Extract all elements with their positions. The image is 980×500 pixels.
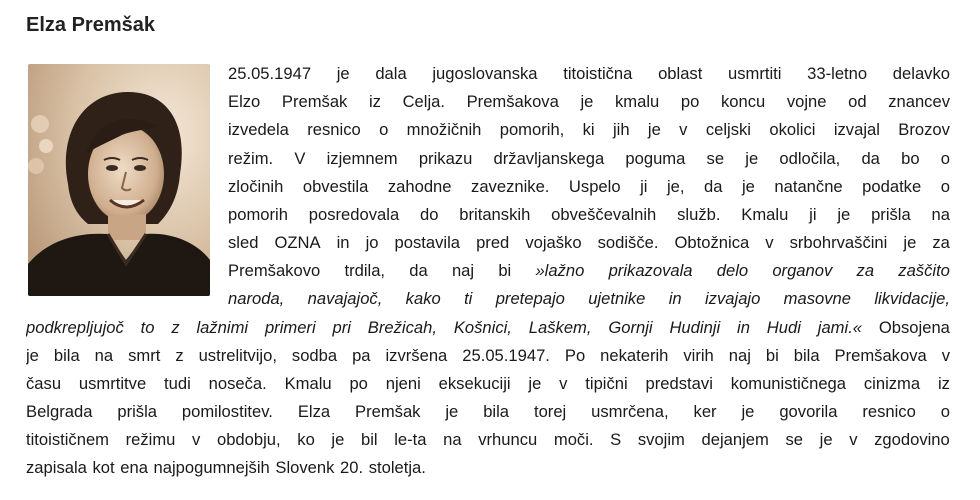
word: na xyxy=(94,346,114,365)
word: se xyxy=(785,430,804,449)
word: odločila, xyxy=(779,149,841,168)
word: prikazovala xyxy=(608,261,693,280)
word: obdobju, xyxy=(216,430,281,449)
paragraph-line xyxy=(228,259,950,283)
word: Brežicah, xyxy=(367,318,437,337)
word: za xyxy=(856,261,875,280)
word: je xyxy=(528,374,542,393)
word: sled xyxy=(228,233,259,252)
word: pa xyxy=(352,346,371,365)
word: ji xyxy=(809,205,817,224)
word: to xyxy=(140,318,155,337)
word: zgodovino xyxy=(874,430,950,449)
word: trdila, xyxy=(344,261,386,280)
word: za xyxy=(932,233,950,252)
word: Premšakovo xyxy=(228,261,321,280)
word: virih xyxy=(683,346,714,365)
word: ujetnike xyxy=(588,289,646,308)
paragraph-line xyxy=(26,372,950,396)
word: času xyxy=(26,374,62,393)
word: komunističnega xyxy=(730,374,847,393)
word: bila xyxy=(793,346,820,365)
word: pomilostitev. xyxy=(181,402,273,421)
word: izvršena xyxy=(385,346,448,365)
paragraph-line xyxy=(228,231,950,255)
word: z xyxy=(175,346,184,365)
word: izvajal xyxy=(833,120,880,139)
word: naj xyxy=(451,261,475,280)
word: na xyxy=(443,430,462,449)
word: cinizma xyxy=(863,374,921,393)
word: koncu xyxy=(720,92,766,111)
word: izvajajo xyxy=(705,289,761,308)
word: Celja. xyxy=(402,92,445,111)
word: Premšakova xyxy=(466,92,559,111)
word: kmalu xyxy=(614,92,660,111)
word: množičnih xyxy=(406,120,482,139)
word: da xyxy=(861,149,880,168)
word: sodišče. xyxy=(597,233,659,252)
word: bil xyxy=(360,430,378,449)
word: likvidacije, xyxy=(874,289,950,308)
word: je xyxy=(903,233,917,252)
paragraph-line xyxy=(26,316,950,340)
word: bi xyxy=(765,346,779,365)
word: prikazu xyxy=(418,149,473,168)
word: le-ta xyxy=(394,430,427,449)
word: je xyxy=(580,92,594,111)
word: Laškem, xyxy=(528,318,592,337)
word: postavila xyxy=(394,233,461,252)
word: Kmalu xyxy=(284,374,332,393)
word: podkrepljujoč xyxy=(26,318,124,337)
word: zahodne xyxy=(387,177,452,196)
word: je xyxy=(445,402,459,421)
word: dala xyxy=(375,64,407,83)
word: Po xyxy=(564,346,586,365)
word: Brozov xyxy=(898,120,950,139)
paragraph-line xyxy=(228,175,950,199)
word: v xyxy=(192,430,201,449)
word: jo xyxy=(365,233,379,252)
word: vrhuncu xyxy=(478,430,538,449)
word: je xyxy=(336,64,350,83)
word: primeri xyxy=(264,318,316,337)
word: usmrčena, xyxy=(591,402,669,421)
word: Hudi xyxy=(766,318,801,337)
word: Kmalu xyxy=(741,205,789,224)
word: podatke xyxy=(862,177,922,196)
word: izvedela xyxy=(228,120,289,139)
word: ustrelitvijo, xyxy=(198,346,277,365)
word: o xyxy=(379,120,389,139)
word: ti xyxy=(464,289,473,308)
word: bila xyxy=(53,346,80,365)
word: služb. xyxy=(677,205,721,224)
word: Premšak xyxy=(281,92,348,111)
paragraph-line xyxy=(26,400,950,424)
word: eksekuciji xyxy=(438,374,511,393)
word: jami.« xyxy=(817,318,863,337)
word: usmrtitve xyxy=(78,374,147,393)
word: posredovala xyxy=(308,205,400,224)
word: titoističnem xyxy=(26,430,109,449)
paragraph-line xyxy=(26,344,950,368)
word: na xyxy=(931,205,950,224)
word: o xyxy=(940,402,950,421)
word: naj xyxy=(728,346,751,365)
word: prišla xyxy=(871,205,911,224)
word: režim. xyxy=(228,149,274,168)
word: noseča. xyxy=(208,374,267,393)
word: Premšak xyxy=(355,402,421,421)
word: z xyxy=(171,318,180,337)
word: moči. xyxy=(553,430,594,449)
word: je xyxy=(647,120,661,139)
word: ki xyxy=(582,120,595,139)
word: Gornji xyxy=(608,318,653,337)
paragraph-line xyxy=(26,428,950,452)
word: britanskih xyxy=(459,205,531,224)
word: OZNA xyxy=(274,233,321,252)
word: je, xyxy=(666,177,685,196)
word: torej xyxy=(533,402,567,421)
word: oblast xyxy=(658,64,703,83)
word: resnico xyxy=(862,402,916,421)
word: Premšakova xyxy=(834,346,927,365)
word: predstavi xyxy=(645,374,713,393)
word: 25.05.1947 xyxy=(228,64,312,83)
word: S xyxy=(610,430,622,449)
word: v xyxy=(849,430,858,449)
word: jih xyxy=(612,120,630,139)
word: Uspelo xyxy=(568,177,621,196)
word: Elza xyxy=(297,402,331,421)
word: in xyxy=(668,289,682,308)
word: v xyxy=(765,233,774,252)
word: v xyxy=(941,346,950,365)
paragraph-line xyxy=(228,90,950,114)
word: dejanjem xyxy=(701,430,769,449)
word: Elzo xyxy=(228,92,261,111)
word: je xyxy=(745,149,759,168)
word: »lažno xyxy=(535,261,585,280)
word: organov xyxy=(772,261,833,280)
word: njeni xyxy=(385,374,421,393)
word: je xyxy=(837,205,851,224)
word: delavko xyxy=(892,64,950,83)
word: se xyxy=(706,149,725,168)
paragraph-line xyxy=(228,62,950,86)
word: kako xyxy=(405,289,441,308)
word: masovne xyxy=(783,289,852,308)
word: Košnici, xyxy=(453,318,512,337)
word: in xyxy=(336,233,350,252)
word: režimu xyxy=(125,430,176,449)
word: v xyxy=(559,374,568,393)
word: o xyxy=(940,149,950,168)
word: 25.05.1947. xyxy=(462,346,550,365)
word: o xyxy=(940,177,950,196)
word: zaščito xyxy=(898,261,950,280)
word: znancev xyxy=(888,92,950,111)
word: in xyxy=(737,318,750,337)
word: ker xyxy=(693,402,717,421)
word: obveščevalnih xyxy=(551,205,657,224)
word: jugoslovanska xyxy=(432,64,538,83)
document-title: Elza Premšak xyxy=(26,14,155,36)
portrait-photo-icon xyxy=(28,64,210,296)
word: svojim xyxy=(637,430,685,449)
word: da xyxy=(703,177,723,196)
word: iz xyxy=(937,374,950,393)
word: nekaterih xyxy=(600,346,669,365)
paragraph-line xyxy=(228,118,950,142)
word: vojne xyxy=(786,92,827,111)
word: lažnimi xyxy=(196,318,249,337)
word: natančne xyxy=(774,177,843,196)
paragraph-line xyxy=(26,456,950,480)
word: bila xyxy=(483,402,510,421)
word: okolici xyxy=(769,120,816,139)
word: tipični xyxy=(585,374,628,393)
word: iz xyxy=(368,92,381,111)
word: govorila xyxy=(779,402,838,421)
word: navajajoč, xyxy=(307,289,383,308)
paragraph-line xyxy=(228,287,950,311)
word: 33-letno xyxy=(807,64,868,83)
word: resnico xyxy=(307,120,361,139)
word: Obtožnica xyxy=(674,233,750,252)
word: obvestila xyxy=(302,177,369,196)
word: smrt xyxy=(128,346,161,365)
word: po xyxy=(680,92,700,111)
word: srbohrvaščini xyxy=(789,233,888,252)
word: ko xyxy=(297,430,315,449)
word: je xyxy=(819,430,833,449)
word: je xyxy=(26,346,39,365)
word: bi xyxy=(498,261,512,280)
word: usmrtiti xyxy=(728,64,782,83)
word: Obsojena xyxy=(878,318,950,337)
word: od xyxy=(848,92,867,111)
word: je xyxy=(741,402,755,421)
word: Belgrada xyxy=(26,402,93,421)
word: pomorih, xyxy=(499,120,565,139)
word: izjemnem xyxy=(326,149,398,168)
word: titoistična xyxy=(563,64,633,83)
word: naroda, xyxy=(228,289,285,308)
paragraph-line xyxy=(228,147,950,171)
word: po xyxy=(349,374,368,393)
paragraph-line-text: zapisala kot ena najpogumnejših Slovenk 20. stoletja. xyxy=(26,458,426,477)
word: tudi xyxy=(164,374,191,393)
word: do xyxy=(420,205,439,224)
word: zločinih xyxy=(228,177,284,196)
word: da xyxy=(409,261,428,280)
word: celjski xyxy=(705,120,751,139)
word: zaveznike. xyxy=(471,177,550,196)
word: ji xyxy=(640,177,648,196)
word: prišla xyxy=(117,402,157,421)
word: bo xyxy=(901,149,920,168)
word: Hudinji xyxy=(669,318,721,337)
word: vojaško xyxy=(525,233,582,252)
word: V xyxy=(294,149,306,168)
word: v xyxy=(679,120,688,139)
portrait-photo xyxy=(28,64,210,296)
word: sodba xyxy=(291,346,338,365)
word: pred xyxy=(476,233,510,252)
word: je xyxy=(741,177,755,196)
paragraph-line xyxy=(228,203,950,227)
word: pomorih xyxy=(228,205,288,224)
word: poguma xyxy=(625,149,686,168)
word: delo xyxy=(716,261,749,280)
word: pretepajo xyxy=(495,289,565,308)
word: pri xyxy=(332,318,351,337)
word: državljanskega xyxy=(493,149,605,168)
word: je xyxy=(331,430,345,449)
